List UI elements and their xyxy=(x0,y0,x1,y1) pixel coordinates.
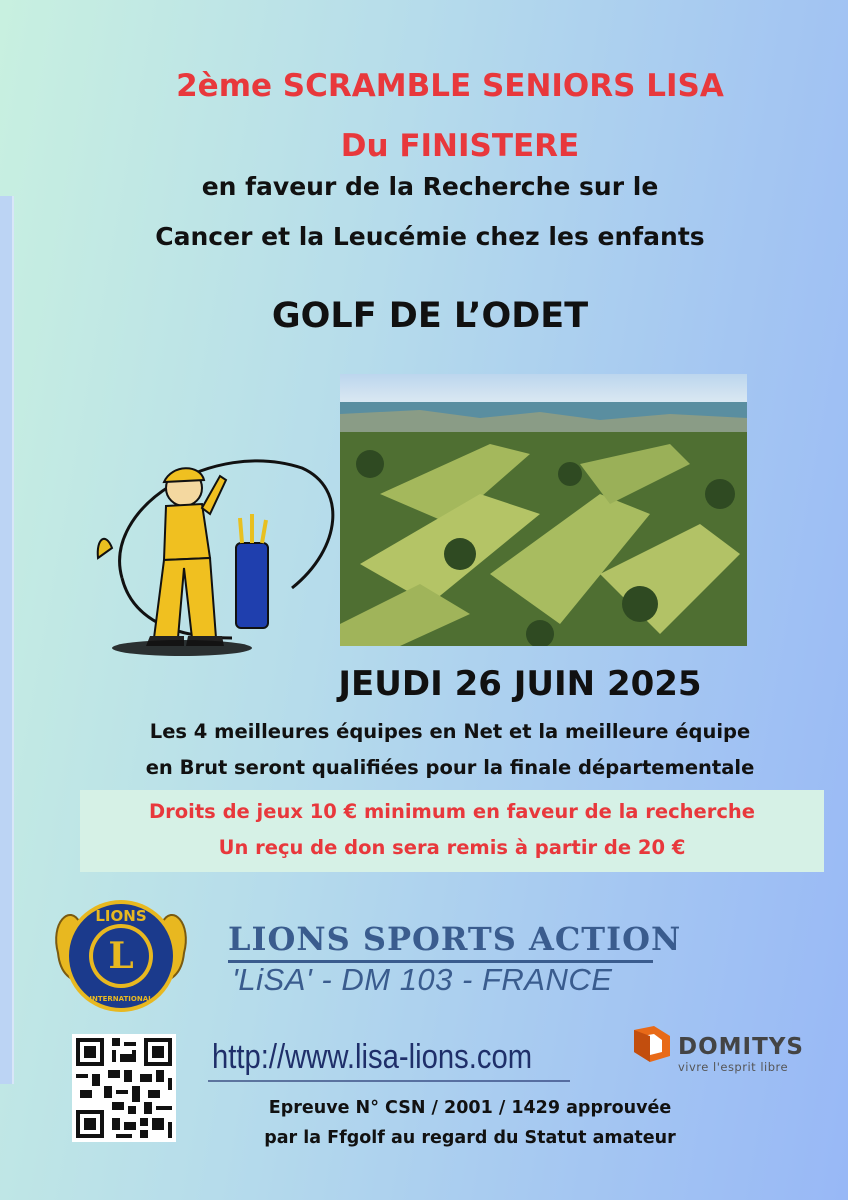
svg-text:LIONS: LIONS xyxy=(95,907,147,925)
golf-course-photo xyxy=(340,374,747,646)
event-region: Du FINISTERE xyxy=(340,128,580,164)
donation-receipt-line: Un reçu de don sera remis à partir de 20 € xyxy=(218,836,686,859)
cause-line-2: Cancer et la Leucémie chez les enfants xyxy=(155,222,705,251)
qualification-line-2: en Brut seront qualifiées pour la finale départementale xyxy=(145,756,755,779)
venue-name: GOLF DE L’ODET xyxy=(271,296,589,336)
svg-text:L: L xyxy=(108,935,134,977)
svg-text:INTERNATIONAL: INTERNATIONAL xyxy=(89,995,153,1003)
qr-code-icon xyxy=(72,1034,176,1142)
qualification-line-1: Les 4 meilleures équipes en Net et la meilleure équipe xyxy=(149,720,751,743)
website-underline xyxy=(208,1080,570,1082)
cause-line-1: en faveur de la Recherche sur le xyxy=(201,172,659,201)
event-date: JEUDI 26 JUIN 2025 xyxy=(338,664,702,704)
event-title: 2ème SCRAMBLE SENIORS LISA xyxy=(176,68,724,104)
approval-line-1: Epreuve N° CSN / 2001 / 1429 approuvée xyxy=(268,1098,672,1118)
left-edge-bar xyxy=(0,196,14,1084)
organizer-name: LIONS SPORTS ACTION xyxy=(228,920,682,958)
entry-fee-line: Droits de jeux 10 € minimum en faveur de la recherche xyxy=(148,800,756,823)
website-link[interactable]: http://www.lisa-lions.com xyxy=(212,1038,533,1076)
sponsor-name: DOMITYS xyxy=(678,1034,804,1060)
organizer-subtitle: 'LiSA' - DM 103 - FRANCE xyxy=(232,962,613,997)
approval-line-2: par la Ffgolf au regard du Statut amateur xyxy=(264,1128,676,1148)
sponsor-tagline: vivre l'esprit libre xyxy=(678,1060,789,1074)
golfer-illustration-icon xyxy=(92,448,337,663)
domitys-logo-icon xyxy=(630,1024,674,1064)
lions-international-logo-icon xyxy=(50,893,192,1019)
